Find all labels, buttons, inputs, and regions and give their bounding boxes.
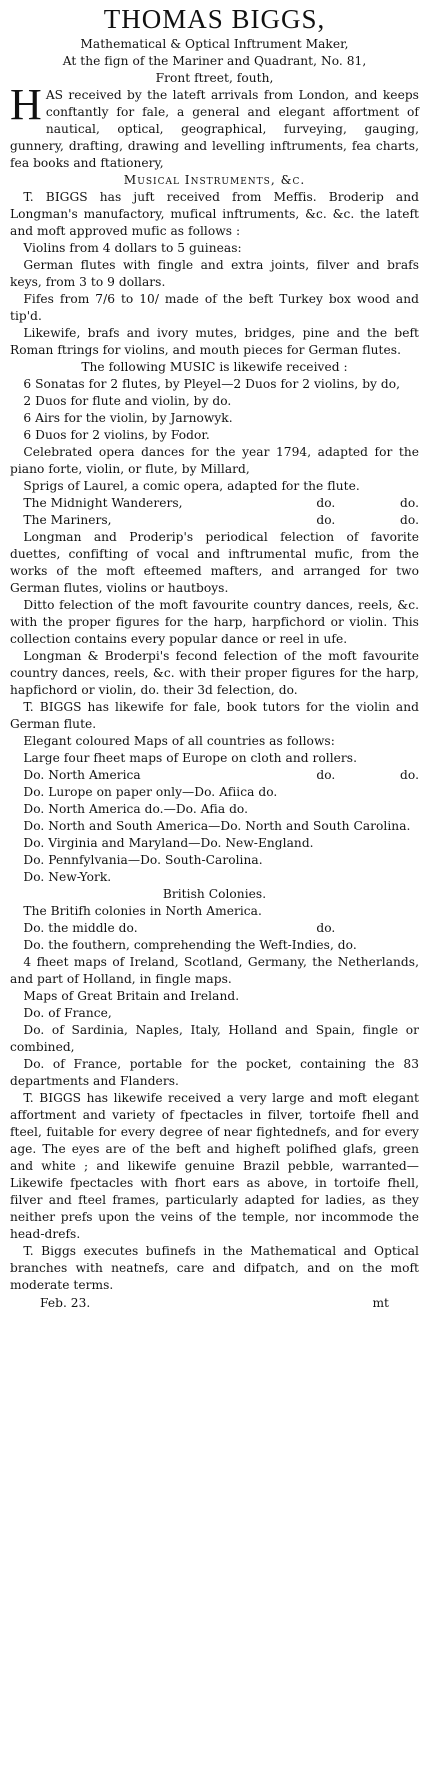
maps-item-7: Do. New-York. <box>23 870 112 884</box>
printer-mark: mt <box>372 1296 389 1310</box>
drop-cap: H <box>10 80 42 129</box>
colonies-item-1: The Britifh colonies in North America. <box>23 904 262 918</box>
colonies-row-1-ditto-b <box>373 920 419 937</box>
colonies-row-1-title: Do. the middle do. <box>23 921 138 935</box>
music-item-8: Ditto felection of the moft favourite country dances, reels, &c. with the proper figures for the harp, harpfichord or violin. This collection contains every popular dance or reel in ufe. <box>10 598 419 646</box>
address-line: At the fign of the Mariner and Quadrant, No. 81, <box>62 54 367 68</box>
spectacles-paragraph: T. BIGGS has likewife received a very large and moft elegant affortment and variety of fpectacles in filver, tortoife fhell and fteel, fuitable for every degree of near fightednefs, and for every age. The eyes are of the beft and higheft polifhed glafs, green and white ; and likewife genuine Brazil pebble, warranted—Likewife fpectacles with fhort ears as above, in tortoife fhell, filver and fteel frames, particularly adapted for ladies, as they neither prefs upon the veins of the temple, nor incommode the head-drefs. <box>10 1091 419 1241</box>
colonies-heading: British Colonies. <box>162 887 267 901</box>
musical-paragraph-4: Fifes from 7/6 to 10/ made of the beft Turkey box wood and tip'd. <box>10 292 419 323</box>
music-row-1-ditto-b: do. <box>400 496 419 510</box>
colonies-row-1-ditto-a: do. <box>316 921 336 935</box>
business-paragraph: T. Biggs executes bufinefs in the Mathematical and Optical branches with neatnefs, care and difpatch, and on the moft moderate terms. <box>10 1244 419 1292</box>
maps-row-1-ditto-a: do. <box>316 768 336 782</box>
musical-paragraph-1: T. BIGGS has juft received from Meffis. Broderip and Longman's manufactory, mufical inftruments, &c. &c. the lateft and moft approved mufic as follows : <box>10 190 419 238</box>
musical-paragraph-2: Violins from 4 dollars to 5 guineas: <box>23 241 242 255</box>
music-item-2: 2 Duos for flute and violin, by do. <box>23 394 232 408</box>
issue-date: Feb. 23. <box>40 1296 91 1310</box>
music-list-heading: The following MUSIC is likewife received : <box>81 360 348 374</box>
music-item-7: Longman and Proderip's periodical felection of favorite duettes, confifting of vocal and inftrumental mufic, from the works of the moft efteemed mafters, and arranged for two German flutes, violins or hautboys. <box>10 530 419 595</box>
maps-item-5: Do. Virginia and Maryland—Do. New-England. <box>23 836 314 850</box>
colonies-item-6: Do. of Sardinia, Naples, Italy, Holland and Spain, fingle or combined, <box>10 1023 419 1054</box>
musical-paragraph-3: German flutes with fingle and extra joints, filver and brafs keys, from 3 to 9 dollars. <box>10 258 419 289</box>
maps-item-2: Do. Lurope on paper only—Do. Afiica do. <box>23 785 278 799</box>
music-item-6: Sprigs of Laurel, a comic opera, adapted for the flute. <box>23 479 360 493</box>
street-line: Front ftreet, fouth, <box>155 71 274 85</box>
music-row-1 <box>10 495 419 512</box>
music-item-1: 6 Sonatas for 2 flutes, by Pleyel—2 Duos for 2 violins, by do, <box>23 377 401 391</box>
colonies-item-5: Do. of France, <box>23 1006 112 1020</box>
colonies-row-1 <box>10 920 419 937</box>
maps-item-6: Do. Pennfylvania—Do. South-Carolina. <box>23 853 263 867</box>
maps-item-1: Large four fheet maps of Europe on cloth and rollers. <box>23 751 358 765</box>
music-row-1-ditto-a: do. <box>316 496 336 510</box>
maps-item-4: Do. North and South America—Do. North and South Carolina. <box>23 819 411 833</box>
maps-item-3: Do. North America do.—Do. Afia do. <box>23 802 249 816</box>
music-row-2 <box>10 512 419 529</box>
colonies-item-3: 4 fheet maps of Ireland, Scotland, Germany, the Netherlands, and part of Holland, in fingle maps. <box>10 955 419 986</box>
music-item-9: Longman & Broderpi's fecond felection of the moft favourite country dances, reels, &c. with their proper figures for the harp, hapfichord or violin, do. their 3d felection, do. <box>10 649 419 697</box>
intro-text: AS received by the lateft arrivals from London, and keeps conftantly for fale, a general and elegant affortment of nautical, optical, geographical, furveying, gauging, gunnery, drafting, drawing and levelling inftruments, fea charts, fea books and ftationery, <box>10 88 419 170</box>
musical-instruments-heading: Musical Instruments, &c. <box>123 173 306 187</box>
music-item-10: T. BIGGS has likewife for fale, book tutors for the violin and German flute. <box>10 700 419 731</box>
maps-row-1-ditto-b: do. <box>400 768 419 782</box>
music-row-1-title: The Midnight Wanderers, <box>23 496 183 510</box>
colonies-item-2: Do. the fouthern, comprehending the Weft-Indies, do. <box>23 938 357 952</box>
music-row-2-ditto-a: do. <box>316 513 336 527</box>
intro-paragraph <box>10 80 419 172</box>
colonies-item-7: Do. of France, portable for the pocket, containing the 83 departments and Flanders. <box>10 1057 419 1088</box>
music-item-5: Celebrated opera dances for the year 1794, adapted for the piano forte, violin, or flute, by Millard, <box>10 445 419 476</box>
maps-heading: Elegant coloured Maps of all countries as follows: <box>23 734 335 748</box>
footer-line <box>10 1295 419 1312</box>
advertiser-name: THOMAS BIGGS, <box>103 4 326 34</box>
music-item-4: 6 Duos for 2 violins, by Fodor. <box>23 428 210 442</box>
maps-row-1-title: Do. North America <box>23 768 141 782</box>
trade-line: Mathematical & Optical Inftrument Maker, <box>80 37 349 51</box>
music-row-2-title: The Mariners, <box>23 513 112 527</box>
musical-paragraph-5: Likewife, brafs and ivory mutes, bridges, pine and the beft Roman ftrings for violins, and mouth pieces for German flutes. <box>10 326 419 357</box>
music-item-3: 6 Airs for the violin, by Jarnowyk. <box>23 411 233 425</box>
colonies-item-4: Maps of Great Britain and Ireland. <box>23 989 240 1003</box>
music-row-2-ditto-b: do. <box>400 513 419 527</box>
maps-row-1 <box>10 767 419 784</box>
